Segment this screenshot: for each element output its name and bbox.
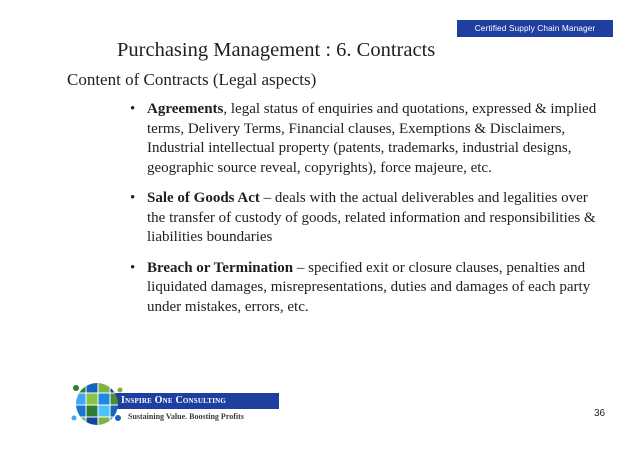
slide-subtitle: Content of Contracts (Legal aspects) bbox=[67, 70, 317, 89]
bullet-term: Sale of Goods Act bbox=[147, 190, 260, 206]
bullet-list bbox=[130, 100, 600, 328]
bullet-item-breach-or-termination bbox=[130, 259, 600, 318]
bullet-text: , legal status of enquiries and quotations, expressed & implied terms, Delivery Terms, Financial clauses, Exemptions & Disclaimers, Industrial intellectual property (patents, trademarks, industrial designs, geographic source reveal, copyrights), force majeure, etc. bbox=[147, 101, 597, 176]
bullet-term: Agreements bbox=[147, 101, 224, 117]
puzzle-globe-icon bbox=[68, 378, 126, 430]
bullet-item-sale-of-goods-act bbox=[130, 189, 600, 248]
bullet-icon: • bbox=[130, 101, 136, 117]
slide-title: Purchasing Management : 6. Contracts bbox=[117, 39, 436, 61]
certification-badge: Certified Supply Chain Manager bbox=[457, 20, 613, 37]
bullet-text: – deals with the actual deliverables and legalities over the transfer of custody of goods, related information and responsibilities & liabilities boundaries bbox=[147, 190, 596, 245]
company-tagline: Sustaining Value. Boosting Profits bbox=[128, 412, 244, 421]
bullet-text: – specified exit or closure clauses, penalties and liquidated damages, misrepresentations, duties and damages of each party under mistakes, errors, etc. bbox=[147, 259, 591, 315]
bullet-icon: • bbox=[130, 190, 136, 206]
page-number: 36 bbox=[594, 408, 606, 419]
bullet-icon: • bbox=[130, 259, 136, 276]
bullet-item-agreements bbox=[130, 100, 600, 178]
bullet-term: Breach or Termination bbox=[147, 259, 294, 276]
company-name: Inspire One Consulting bbox=[121, 395, 227, 406]
